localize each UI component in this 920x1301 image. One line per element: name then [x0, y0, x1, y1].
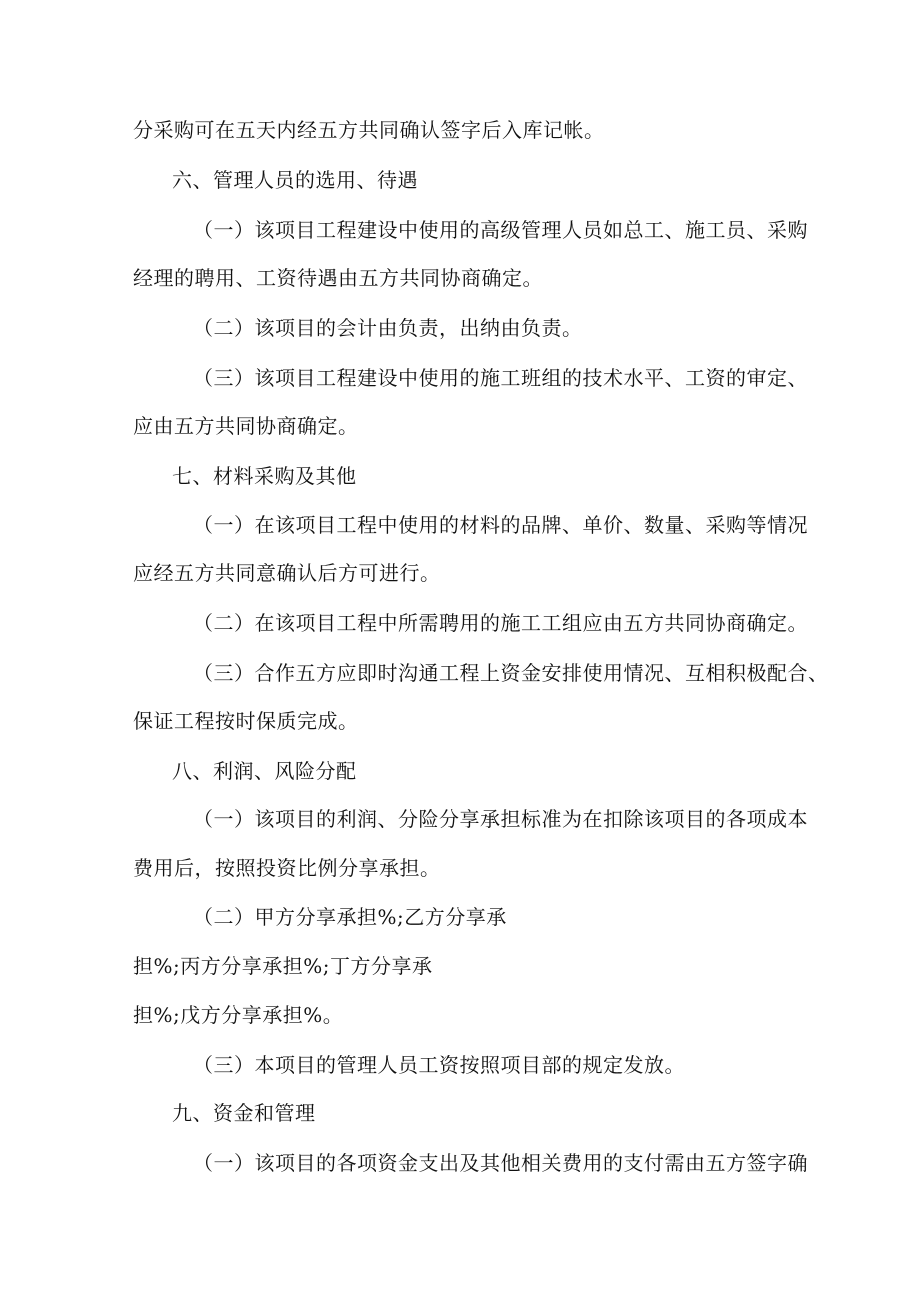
- paragraph-line: （三）合作五方应即时沟通工程上资金安排使用情况、互相积极配合、: [193, 661, 829, 685]
- section-heading: 九、资金和管理: [172, 1101, 316, 1125]
- paragraph-line: 费用后，按照投资比例分享承担。: [133, 856, 441, 880]
- paragraph-line: （一）该项目的各项资金支出及其他相关费用的支付需由五方签字确: [193, 1151, 808, 1175]
- paragraph-line: （三）本项目的管理人员工资按照项目部的规定发放。: [193, 1053, 685, 1077]
- paragraph-line: （三）该项目工程建设中使用的施工班组的技术水平、工资的审定、: [193, 366, 808, 390]
- paragraph-line: 应经五方共同意确认后方可进行。: [133, 561, 441, 585]
- section-heading: 七、材料采购及其他: [172, 464, 357, 488]
- section-heading: 八、利润、风险分配: [172, 759, 357, 783]
- paragraph-line: 担%;丙方分享承担%;丁方分享承: [133, 954, 433, 978]
- section-heading: 六、管理人员的选用、待遇: [172, 168, 418, 192]
- paragraph-line: 分采购可在五天内经五方共同确认签字后入库记帐。: [133, 118, 605, 142]
- paragraph-line: 经理的聘用、工资待遇由五方共同协商确定。: [133, 266, 543, 290]
- paragraph-line: （二）在该项目工程中所需聘用的施工工组应由五方共同协商确定。: [193, 611, 808, 635]
- paragraph-line: 保证工程按时保质完成。: [133, 709, 359, 733]
- paragraph-line: （二）甲方分享承担%;乙方分享承: [193, 905, 507, 929]
- paragraph-line: （二）该项目的会计由负责，出纳由负责。: [193, 316, 583, 340]
- paragraph-line: （一）在该项目工程中使用的材料的品牌、单价、数量、采购等情况: [193, 513, 808, 537]
- paragraph-line: （一）该项目工程建设中使用的高级管理人员如总工、施工员、采购: [193, 218, 808, 242]
- paragraph-line: （一）该项目的利润、分险分享承担标准为在扣除该项目的各项成本: [193, 807, 808, 831]
- paragraph-line: 担%;戊方分享承担%。: [133, 1003, 344, 1027]
- paragraph-line: 应由五方共同协商确定。: [133, 414, 359, 438]
